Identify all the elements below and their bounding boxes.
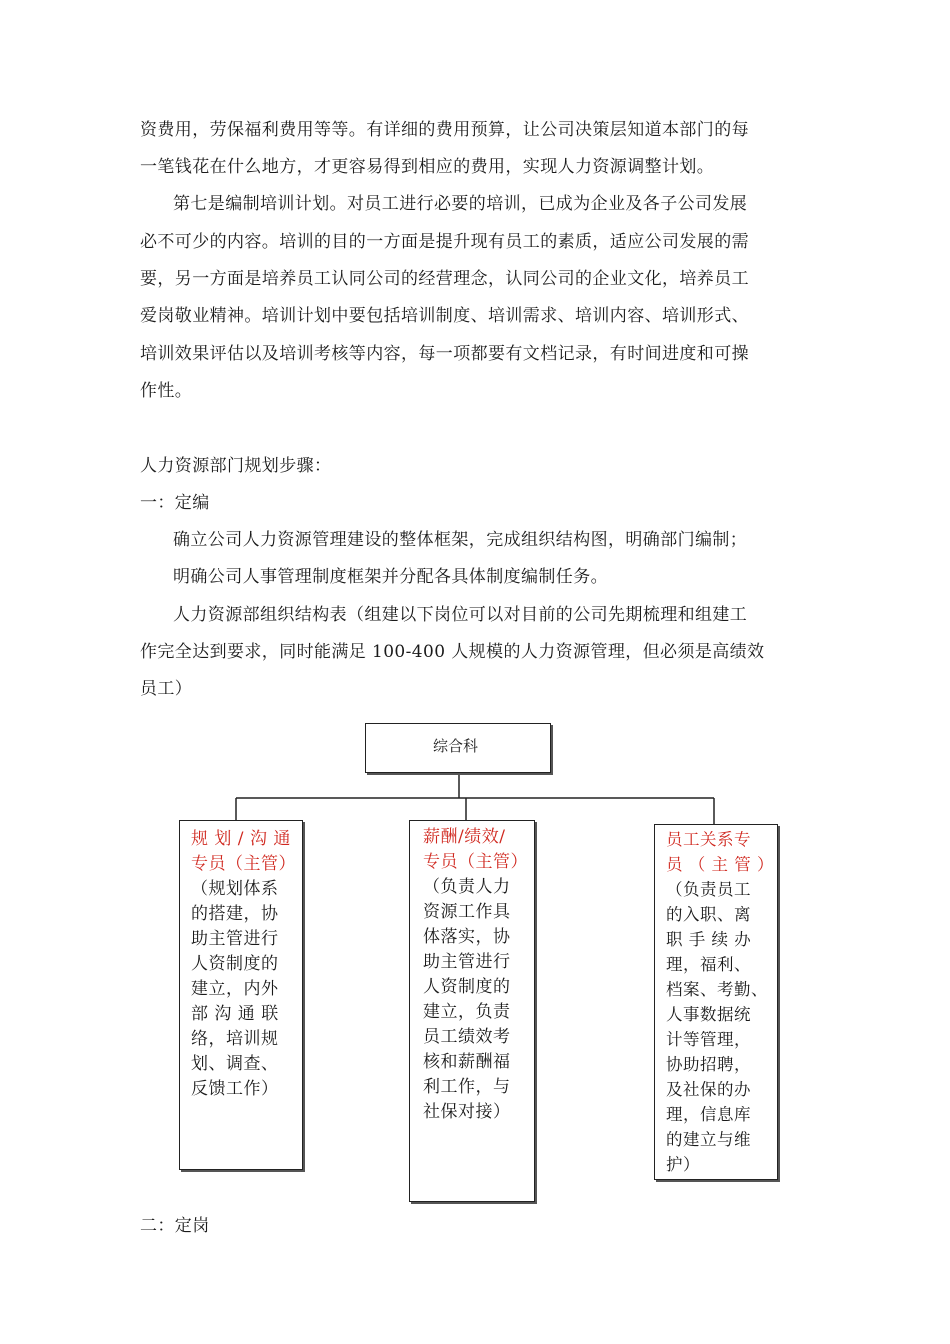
text-line: 培训效果评估以及培训考核等内容，每一项都要有文档记录，有时间进度和可操 (140, 344, 749, 364)
org-intro-line: 人力资源部组织结构表（组建以下岗位可以对目前的公司先期梳理和组建工 (173, 605, 748, 625)
org-box-top (365, 723, 551, 773)
planning-desc: 部 沟 通 联 (191, 1004, 279, 1024)
employee-relations-desc: （负责员工 (666, 880, 751, 899)
text-line: 一笔钱花在什么地方，才更容易得到相应的费用，实现人力资源调整计划。 (140, 157, 715, 177)
text-line: 要，另一方面是培养员工认同公司的经营理念，认同公司的企业文化，培养员工 (140, 269, 749, 289)
employee-relations-desc: 计等管理， (666, 1030, 751, 1049)
employee-relations-desc: 档案、考勤、 (666, 980, 768, 999)
compensation-desc: 人资制度的 (423, 977, 511, 997)
employee-relations-desc: 协助招聘， (666, 1055, 751, 1074)
org-box-top-label: 综合科 (433, 737, 479, 755)
planning-desc: 人资制度的 (191, 954, 279, 974)
planning-desc: 建立，内外 (191, 979, 279, 999)
compensation-desc: 核和薪酬福 (423, 1052, 511, 1072)
employee-relations-desc: 的入职、离 (666, 905, 751, 924)
planning-title: 专员（主管） (191, 854, 296, 874)
employee-relations-desc: 人事数据统 (666, 1005, 751, 1024)
employee-relations-desc: 护） (666, 1155, 700, 1174)
planning-desc: 反馈工作） (191, 1079, 279, 1099)
employee-relations-desc: 理，福利、 (666, 955, 751, 974)
org-intro-line: 作完全达到要求，同时能满足 100-400 人规模的人力资源管理，但必须是高绩效 (140, 642, 765, 662)
org-box-employee-relations-content (666, 827, 774, 1177)
text-line: 必不可少的内容。培训的目的一方面是提升现有员工的素质，适应公司发展的需 (140, 232, 749, 252)
planning-desc: 助主管进行 (191, 929, 279, 949)
planning-desc: 的搭建，协 (191, 904, 279, 924)
org-box-compensation-content (423, 825, 528, 1125)
employee-relations-title: 员工关系专 (666, 830, 751, 849)
compensation-desc: 员工绩效考 (423, 1027, 511, 1047)
org-box-compensation (409, 820, 535, 1202)
compensation-title: 专员（主管） (423, 852, 528, 872)
text-line: 第七是编制培训计划。对员工进行必要的培训，已成为企业及各子公司发展 (173, 194, 748, 214)
org-intro-line: 员工） (140, 679, 193, 699)
employee-relations-desc: 及社保的办 (666, 1080, 751, 1099)
org-box-planning (179, 820, 303, 1170)
step-2-heading: 二：定岗 (140, 1216, 210, 1236)
employee-relations-title: 员 （ 主 管 ） (666, 855, 774, 874)
compensation-desc: 资源工作具 (423, 902, 511, 922)
planning-desc: （规划体系 (191, 879, 279, 899)
text-line: 作性。 (140, 381, 193, 401)
planning-desc: 划、调查、 (191, 1054, 279, 1074)
compensation-desc: 利工作，与 (423, 1077, 511, 1097)
compensation-desc: 体落实，协 (423, 927, 511, 947)
step-1-line: 明确公司人事管理制度框架并分配各具体制度编制任务。 (173, 567, 608, 587)
step-1-heading: 一：定编 (140, 493, 210, 513)
compensation-title: 薪酬/绩效/ (423, 827, 506, 847)
compensation-desc: 社保对接） (423, 1102, 511, 1122)
org-box-planning-content (191, 827, 296, 1102)
planning-desc: 络，培训规 (191, 1029, 279, 1049)
planning-title: 规 划 / 沟 通 (191, 829, 291, 849)
employee-relations-desc: 理，信息库 (666, 1105, 751, 1124)
section-heading: 人力资源部门规划步骤： (140, 456, 332, 476)
compensation-desc: 助主管进行 (423, 952, 511, 972)
org-box-employee-relations (654, 824, 778, 1180)
compensation-desc: （负责人力 (423, 877, 511, 897)
employee-relations-desc: 职 手 续 办 (666, 930, 752, 949)
employee-relations-desc: 的建立与维 (666, 1130, 751, 1149)
text-line: 资费用，劳保福利费用等等。有详细的费用预算，让公司决策层知道本部门的每 (140, 120, 749, 140)
text-line: 爱岗敬业精神。培训计划中要包括培训制度、培训需求、培训内容、培训形式、 (140, 306, 749, 326)
compensation-desc: 建立，负责 (423, 1002, 511, 1022)
step-1-line: 确立公司人力资源管理建设的整体框架，完成组织结构图，明确部门编制； (173, 530, 748, 550)
